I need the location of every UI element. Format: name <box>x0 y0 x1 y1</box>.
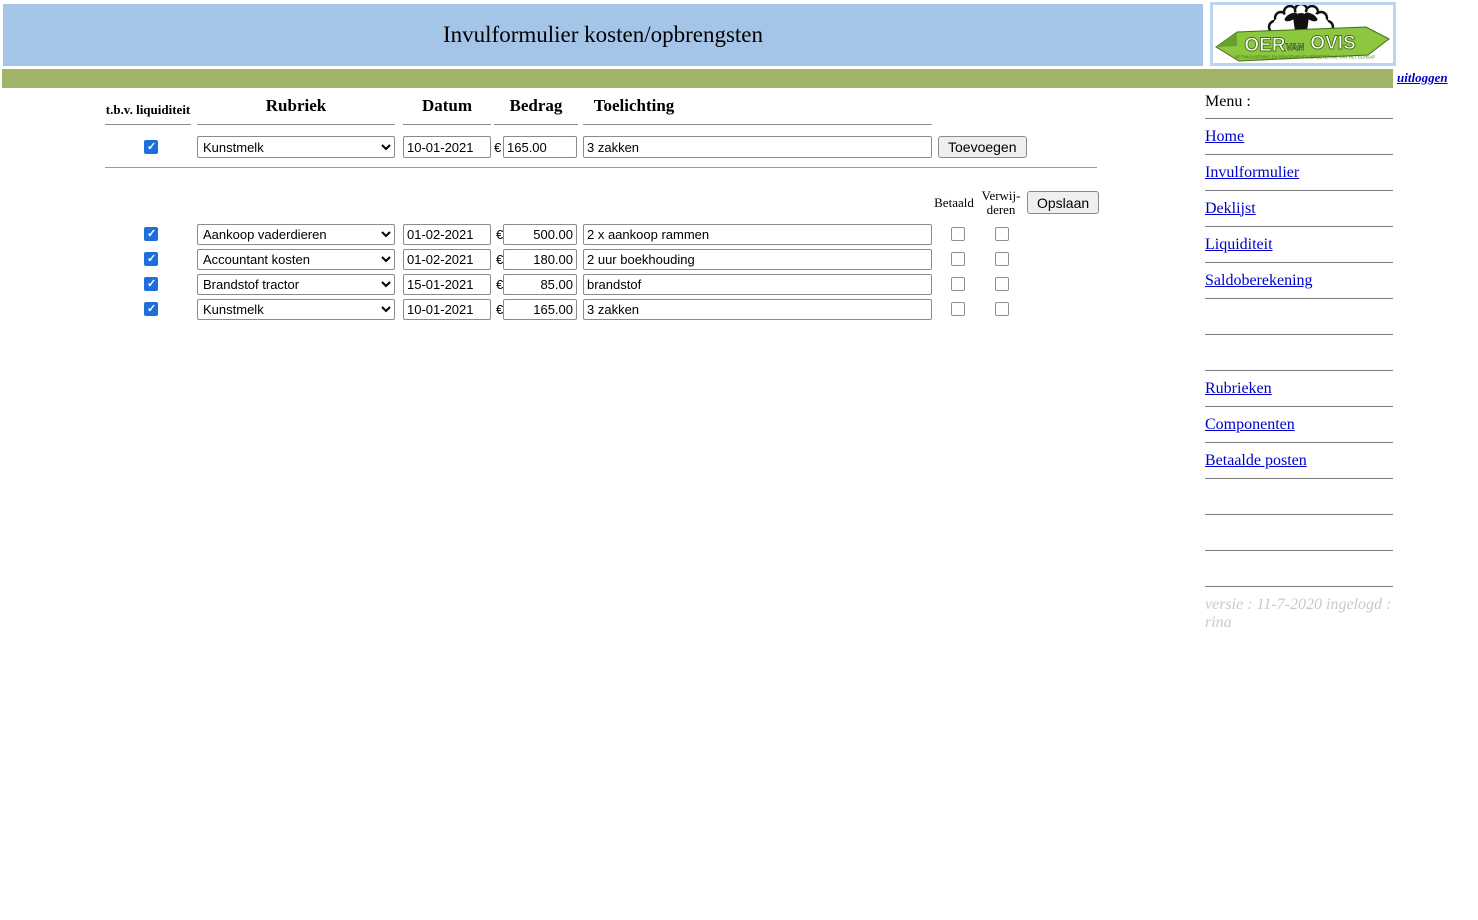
datum-input[interactable] <box>403 136 491 158</box>
betaald-checkbox[interactable] <box>951 252 965 266</box>
section-divider <box>105 167 1097 168</box>
menu-item <box>1205 299 1393 335</box>
oer-van-ovis-logo <box>1210 2 1396 66</box>
sidebar-menu <box>1205 93 1393 632</box>
euro-symbol: € <box>496 302 504 317</box>
bedrag-input[interactable] <box>503 224 577 245</box>
datum-input[interactable] <box>403 224 491 245</box>
datum-input[interactable] <box>403 249 491 270</box>
toelichting-input[interactable] <box>583 224 932 245</box>
opslaan-button[interactable]: Opslaan <box>1027 191 1099 214</box>
bedrag-input[interactable] <box>503 136 577 158</box>
column-header-datum: Datum <box>421 96 473 115</box>
betaald-checkbox[interactable] <box>951 302 965 316</box>
nav-bar <box>2 69 1393 88</box>
euro-symbol: € <box>496 227 504 242</box>
liquidity-checkbox[interactable] <box>144 302 158 316</box>
liquidity-checkbox[interactable] <box>144 277 158 291</box>
rubriek-select[interactable] <box>197 274 395 295</box>
menu-item <box>1205 335 1393 371</box>
column-header-rubriek: Rubriek <box>265 96 327 115</box>
bedrag-input[interactable] <box>503 274 577 295</box>
version-status: versie : 11-7-2020 ingelogd : rina <box>1205 596 1392 631</box>
menu-link-betaalde-posten[interactable]: Betaalde posten <box>1205 451 1307 469</box>
column-header-bedrag: Bedrag <box>509 96 563 115</box>
verwijderen-checkbox[interactable] <box>995 302 1009 316</box>
toelichting-input[interactable] <box>583 249 932 270</box>
rubriek-select[interactable] <box>197 299 395 320</box>
menu-items <box>1205 119 1393 587</box>
menu-title: Menu : <box>1205 93 1393 119</box>
page-title: Invulformulier kosten/opbrengsten <box>442 22 763 47</box>
euro-symbol: € <box>494 140 502 155</box>
menu-link-componenten[interactable]: Componenten <box>1205 415 1295 433</box>
menu-link-home[interactable]: Home <box>1205 127 1245 145</box>
column-header-betaald: Betaald <box>934 195 974 210</box>
logo-word-van: VAN <box>1285 42 1305 52</box>
datum-input[interactable] <box>403 299 491 320</box>
euro-symbol: € <box>496 252 504 267</box>
menu-link-rubrieken[interactable]: Rubrieken <box>1205 379 1272 397</box>
menu-link-invulformulier[interactable]: Invulformulier <box>1205 163 1300 181</box>
column-header-toelichting: Toelichting <box>593 96 675 115</box>
betaald-checkbox[interactable] <box>951 227 965 241</box>
menu-item <box>1205 515 1393 551</box>
verwijderen-checkbox[interactable] <box>995 227 1009 241</box>
menu-link-liquiditeit[interactable]: Liquiditeit <box>1205 235 1273 253</box>
toelichting-input[interactable] <box>583 136 932 158</box>
menu-item <box>1205 407 1393 443</box>
toelichting-input[interactable] <box>583 274 932 295</box>
menu-item <box>1205 371 1393 407</box>
betaald-checkbox[interactable] <box>951 277 965 291</box>
menu-item <box>1205 551 1393 587</box>
verwijderen-checkbox[interactable] <box>995 252 1009 266</box>
menu-item <box>1205 263 1393 299</box>
rubriek-select[interactable] <box>197 249 395 270</box>
liquidity-checkbox[interactable] <box>144 140 158 154</box>
logo-word-oer: OER <box>1244 35 1286 56</box>
header-underline <box>583 124 932 125</box>
menu-link-saldoberekening[interactable]: Saldoberekening <box>1205 271 1313 289</box>
liquidity-checkbox[interactable] <box>144 252 158 266</box>
verwijderen-checkbox[interactable] <box>995 277 1009 291</box>
page-header <box>3 4 1203 66</box>
rubriek-select[interactable] <box>197 136 395 158</box>
header-underline <box>403 124 491 125</box>
liquidity-checkbox[interactable] <box>144 227 158 241</box>
column-header-liquidity: t.b.v. liquiditeit <box>105 102 191 117</box>
datum-input[interactable] <box>403 274 491 295</box>
menu-item <box>1205 155 1393 191</box>
sheep-logo-icon <box>1213 5 1392 63</box>
rubriek-select[interactable] <box>197 224 395 245</box>
bedrag-input[interactable] <box>503 299 577 320</box>
logo-word-ovis: OVIS <box>1310 33 1356 54</box>
menu-item <box>1205 227 1393 263</box>
bedrag-input[interactable] <box>503 249 577 270</box>
toevoegen-button[interactable]: Toevoegen <box>938 136 1027 158</box>
menu-item <box>1205 191 1393 227</box>
header-underline <box>105 124 191 125</box>
menu-item <box>1205 479 1393 515</box>
euro-symbol: € <box>496 277 504 292</box>
header-underline <box>197 124 395 125</box>
menu-item <box>1205 119 1393 155</box>
menu-link-deklijst[interactable]: Deklijst <box>1205 199 1256 217</box>
toelichting-input[interactable] <box>583 299 932 320</box>
logo-tagline: OPTIMALISERING EN RENDEMENTSVERBETERING VAN HET SCHAAP <box>1234 54 1376 60</box>
header-underline <box>494 124 578 125</box>
menu-item <box>1205 443 1393 479</box>
logout-link[interactable]: uitloggen <box>1397 70 1448 85</box>
column-header-verwijderen: Verwij- deren <box>981 188 1021 217</box>
